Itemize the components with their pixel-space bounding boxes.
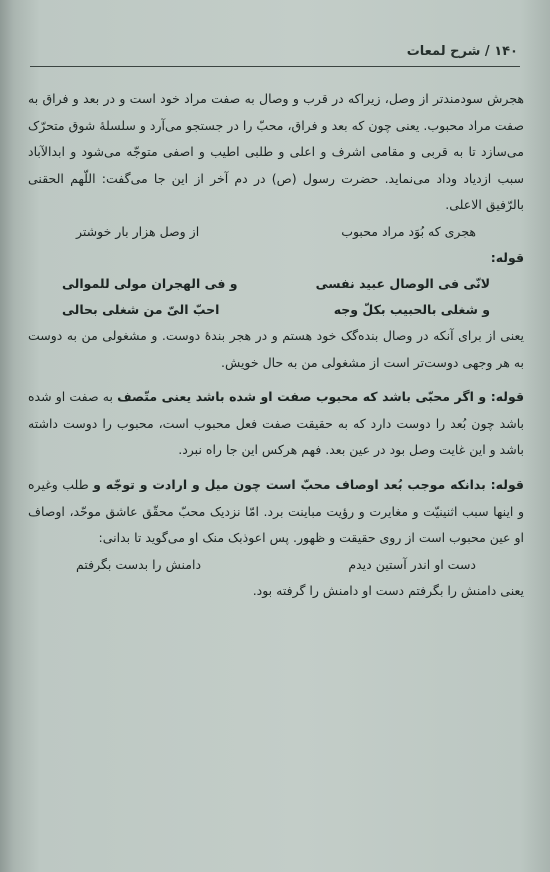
paragraph-4-text: طلب وغیره و اینها سبب اثنینیّت و مغایرت و رؤیت مباینت برد. امّا نزدیک محبّ محقّق عاشق موحّد، اوصاف او عین محبوب است از روی حقیقت و ظهور. پس اعوذبک منک او می‌گوید تا بدانی: — [28, 476, 524, 546]
running-header — [30, 44, 518, 66]
persian-couplet-1 — [28, 219, 524, 245]
running-title: ۱۴۰ / شرح لمعات — [406, 44, 518, 59]
paragraph-5 — [28, 578, 524, 605]
arabic-verse-2-left: احبّ الیّ من شغلی بحالی — [62, 301, 220, 317]
arabic-verse-1-right: لانّی فی الوصال عبید نفسی — [315, 275, 490, 291]
header-rule — [30, 66, 520, 67]
couplet-1-hemistich-right: هجری که بُوَد مراد محبوب — [341, 223, 476, 239]
paragraph-3 — [28, 384, 524, 464]
paragraph-4 — [28, 472, 524, 552]
couplet-1-hemistich-left: از وصل هزار بار خوشتر — [76, 223, 200, 239]
qawl-label: قوله: — [490, 249, 524, 265]
arabic-verse-line-2 — [28, 297, 524, 323]
paragraph-2 — [28, 323, 524, 376]
paragraph-1-text: هجرش سودمندتر از وصل، زیراکه در قرب و وصال به صفت مراد خود است و در بعد و فراق به صفت مراد محبوب. یعنی چون که بعد و فراق، محبّ را در جستجو می‌آرد و سلسلهٔ شوق متحرّک می‌سازد تا به قربی و مقامی اشرف و اعلی و طلبی اطیب و اصفی متوجّه می‌شود و ابدالآباد سبب ازدیاد وداد می‌نماید. حضرت رسول (ص) در دم آخر از این جا می‌گفت: اللّهم الحقنی بالرّفیق الاعلی. — [28, 91, 524, 213]
arabic-verse-1-left: و فی الهجران مولی للموالی — [62, 275, 238, 291]
paragraph-3-lemma: قوله: و اگر محبّی باشد که محبوب صفت او شده باشد یعنی متّصف — [117, 389, 525, 405]
couplet-2-hemistich-right: دست او اندر آستین دیدم — [348, 556, 476, 572]
page-body — [28, 86, 524, 604]
arabic-verse-2-right: و شغلی بالحبیب بکلّ وجه — [333, 301, 490, 317]
paragraph-5-text: یعنی دامنش را بگرفتم دست او دامنش را گرفته بود. — [252, 582, 524, 598]
paragraph-3-text: به صفت او شده باشد چون بُعد را دوست دارد که به حقیقت صفت فعل محبوب است، محبوب را دوست داشته باشد و این غایت وصل بود در عین بعد. فهم هرکس این جا راه نبرد. — [28, 389, 524, 458]
persian-couplet-2 — [28, 552, 524, 578]
paragraph-4-lemma: قوله: بدانکه موجب بُعد اوصاف محبّ است چون میل و ارادت و توجّه و — [93, 476, 524, 492]
arabic-verse-line-1 — [28, 271, 524, 297]
couplet-2-hemistich-left: دامنش را بدست بگرفتم — [76, 556, 202, 572]
paragraph-2-text: یعنی از برای آنکه در وصال بنده‌گک خود هستم و در هجر بندهٔ دوست. و مشغولی من به دوست به هر وجهی دوست‌تر است از مشغولی من به حال خویش. — [28, 327, 524, 370]
paragraph-1 — [28, 86, 524, 219]
